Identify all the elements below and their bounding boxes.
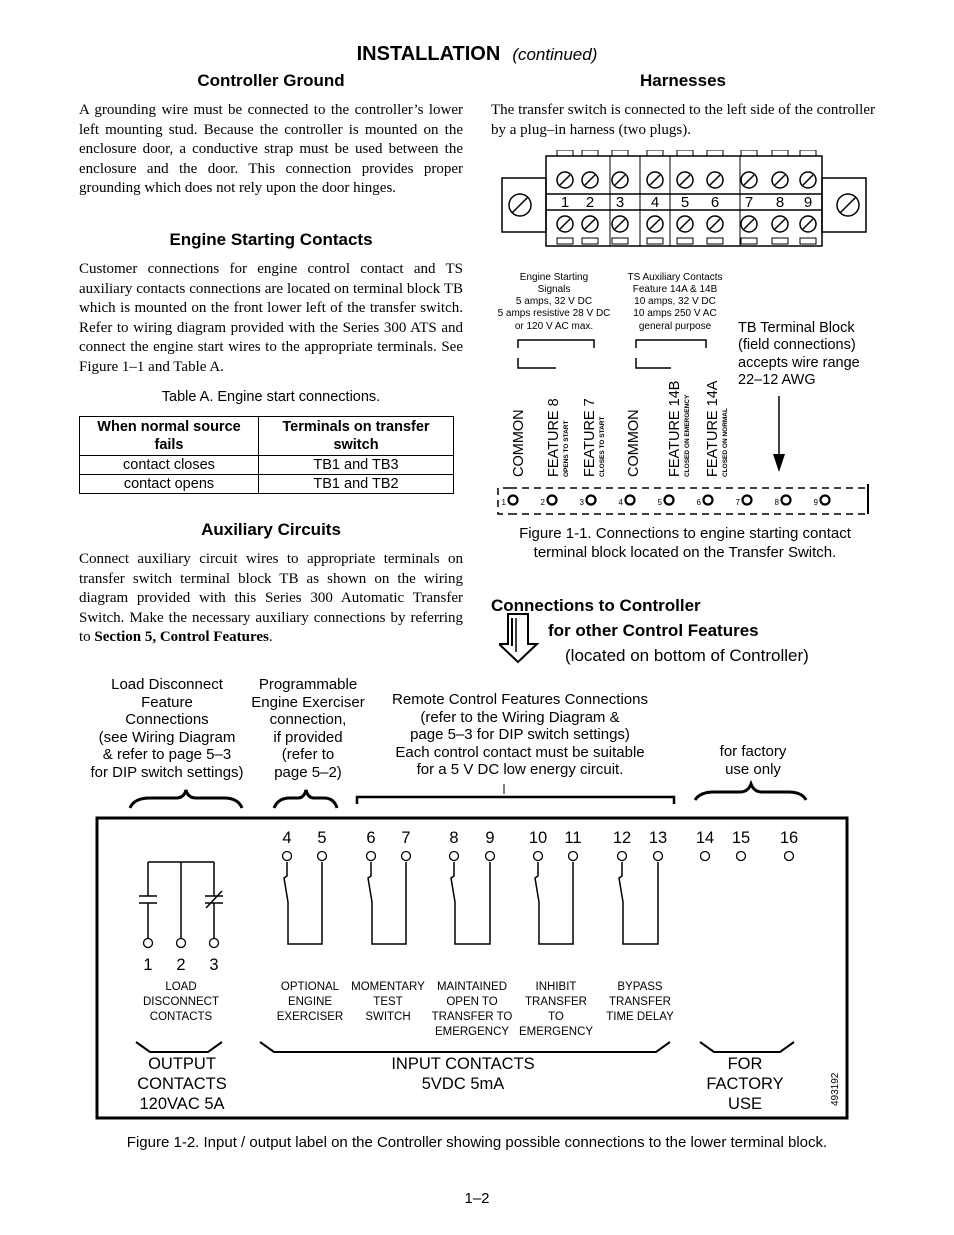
terminal-number: 12 [612,829,632,847]
terminal-labels [511,380,729,477]
pin-slot [612,150,628,156]
function-label-line: EMERGENCY [518,1026,594,1038]
connections-heading-line1: Connections to Controller [491,596,701,615]
aux-contacts-note [627,272,722,332]
screw-slot [803,219,813,229]
note-line: accepts wire range [738,355,860,371]
note-line: for factory [719,743,787,760]
exerciser-note [243,676,373,781]
terminal-number: 1 [501,498,506,507]
terminal-circle [534,852,543,861]
table-cell: TB1 and TB3 [259,456,454,475]
group-labels [137,1055,783,1113]
terminal-sublabel: CLOSED ON NORMAL [722,408,729,477]
function-label-line: TRANSFER [609,996,671,1008]
note-line: Engine Exerciser [251,693,365,711]
pin-slot [741,150,757,156]
terminal-circle [618,852,627,861]
auxiliary-text: Connect auxiliary circuit wires to appropriate terminals on transfer switch terminal block TB as shown on the wiring diagram provided with this Series 300 Automatic Transfer Switch. Make the necessary auxiliary connections by referring to Section 5, Control Features. [79,551,463,646]
table-cell: contact closes [80,456,259,475]
terminal-number: 8 [449,829,459,847]
function-label-line: TRANSFER TO [431,1011,513,1023]
contact-pair [451,862,490,944]
connector-number: 4 [650,194,660,211]
note-line: if provided [273,728,343,746]
figure-1-1-diagram [490,150,890,530]
terminal-number: 5 [657,498,662,507]
connector-number: 2 [585,194,595,211]
table-caption: Table A. Engine start connections. [161,389,381,405]
tb-terminal-note [738,320,860,388]
output-terminals [144,939,219,948]
screw-slot [650,219,660,229]
pin-slot [557,238,573,244]
screw-slot [775,219,785,229]
harnesses-heading: Harnesses [639,71,726,90]
terminal-label-feature-8: FEATURE 8 [546,398,562,477]
screw-slot [615,219,625,229]
note-line: Each control contact must be suitable [395,743,645,761]
function-label-line: TO [548,1011,564,1023]
pin-slot [582,238,598,244]
connector-number: 9 [803,194,813,211]
terminal-screw [704,496,713,505]
factory-group-label: USE [728,1095,762,1113]
terminal-screw [665,496,674,505]
output-group-label: OUTPUT [148,1055,216,1073]
terminal-number: 5 [317,829,327,847]
output-contact-symbols [139,862,223,938]
function-label-line: OPEN TO [446,996,498,1008]
screw-slot [775,175,785,185]
table-row [80,456,454,475]
function-label-line: MAINTAINED [436,981,508,993]
function-label-line: MOMENTARY [351,981,425,993]
note-line: 10 amps, 32 V DC [634,296,716,307]
terminal-number: 1 [143,956,153,974]
screw-slot [710,219,720,229]
note-line: Connections [125,711,209,728]
input-terminals [282,829,798,861]
terminal-number: 15 [731,829,751,847]
pin-slot [647,238,663,244]
terminal-number: 7 [735,498,740,507]
pin-slot [707,150,723,156]
terminal-number: 9 [813,498,818,507]
function-labels [143,981,674,1038]
screw-slot [744,219,754,229]
function-label-line: OPTIONAL [280,981,340,993]
screw-slot [803,175,813,185]
terminal-circle [737,852,746,861]
terminal-screw [782,496,791,505]
pin-slot [612,238,628,244]
engine-starting-heading: Engine Starting Contacts [169,230,373,249]
pin-slot [772,150,788,156]
terminal-number: 6 [696,498,701,507]
connector-number: 1 [560,194,570,211]
note-line: use only [725,760,781,778]
pin-slot [677,150,693,156]
note-line: 22–12 AWG [738,372,816,388]
title-suffix: (continued) [512,45,598,64]
terminal-circle [283,852,292,861]
pin-slot [772,238,788,244]
figure-1-1-caption [490,524,880,562]
terminal-number: 6 [366,829,376,847]
table-header-cell: When normal source fails [80,417,259,456]
page-title: INSTALLATION (continued) [356,43,598,65]
pin-slot [677,238,693,244]
figure-1-2-diagram [90,780,860,1130]
note-line: or 120 V AC max. [514,321,594,332]
pin-slot [557,150,573,156]
pin-slot [800,238,816,244]
function-label-line: EXERCISER [276,1011,344,1023]
engine-starting-note [498,272,611,332]
function-label-line: TRANSFER [525,996,587,1008]
input-group-label: INPUT CONTACTS [391,1055,535,1073]
screw-slot [680,219,690,229]
terminal-screw [587,496,596,505]
note-line: connection, [269,711,347,728]
figure-1-2-caption: Figure 1-2. Input / output label on the Controller showing possible connections to the lower terminal block. [126,1134,828,1151]
pin-slot [677,150,693,156]
load-disconnect-note [80,676,254,781]
note-line: & refer to page 5–3 [102,746,232,763]
engine-starting-text: Customer connections for engine control contact and TS auxiliary contacts connections are located on terminal block TB which is mounted on the front lower left of the transfer switch. Refer to wiring diagram provided with the Series 300 ATS and connect the engine start wires to the appropriate terminals. See Figure 1–1 and Table A. [79,261,463,375]
section-reference: Section 5, Control Features [94,629,269,646]
terminal-circle [701,852,710,861]
controller-ground-heading: Controller Ground [197,71,345,90]
part-number: 493192 [830,1072,841,1106]
pin-slot [612,150,628,156]
terminal-number: 16 [779,829,799,847]
terminal-label-feature-7: FEATURE 7 [582,398,598,477]
function-label-line: DISCONNECT [142,996,220,1008]
terminal-sublabel: OPENS TO START [563,420,570,477]
terminal-screw [548,496,557,505]
terminal-sublabel: CLOSES TO START [599,416,606,477]
pin-slot [647,150,663,156]
function-label-line: EMERGENCY [434,1026,510,1038]
output-group-label: 120VAC 5A [139,1095,225,1113]
remote-bracket [357,797,674,804]
pin-slot [707,238,723,244]
connections-heading-line2: for other Control Features [548,621,759,640]
terminal-screw [821,496,830,505]
note-line: 10 amps 250 V AC [633,308,717,319]
terminal-circle [486,852,495,861]
screw-slot [615,175,625,185]
screw-slot [680,175,690,185]
terminal-number: 14 [695,829,715,847]
remote-control-note [380,691,660,779]
table-cell: TB1 and TB2 [259,475,454,494]
terminal-circle [450,852,459,861]
pin-slot [557,150,573,156]
terminal-circle [318,852,327,861]
connections-subtitle: (located on bottom of Controller) [565,646,809,665]
harnesses-text: The transfer switch is connected to the left side of the controller by a plug–in harness (two plugs). [491,102,875,138]
function-label-line: BYPASS [617,981,663,993]
note-line: TS Auxiliary Contacts [627,272,723,283]
terminal-number: 4 [282,829,292,847]
function-label-line: LOAD [165,981,197,993]
connector-number: 8 [775,194,785,211]
terminal-circle [367,852,376,861]
terminal-number: 4 [618,498,623,507]
screw-slot [710,175,720,185]
table-row [80,475,454,494]
terminal-screw [626,496,635,505]
output-numbers [143,956,218,974]
terminal-circle [402,852,411,861]
connector-number: 3 [615,194,625,211]
note-line: Load Disconnect [111,676,223,693]
terminal-number: 3 [209,956,219,974]
pin-slot [741,238,757,244]
note-line: Feature [141,693,193,711]
table-cell: contact opens [80,475,259,494]
arrow-down-icon [499,612,541,666]
connector-number: 6 [710,194,720,211]
function-label-line: SWITCH [365,1011,411,1023]
terminal-number: 9 [485,829,495,847]
engine-start-table [79,416,454,494]
function-label-line: CONTACTS [149,1011,213,1023]
terminal-label-common: COMMON [626,409,642,477]
terminal-number: 13 [648,829,668,847]
connector-number: 7 [744,194,754,211]
table-header-row [80,417,454,456]
table-header-cell: Terminals on transfer switch [259,417,454,456]
factory-group-label: FOR [727,1055,763,1073]
screw-slot [560,219,570,229]
pin-slot [800,150,816,156]
terminal-number: 7 [401,829,411,847]
terminal-circle [569,852,578,861]
pin-slot [800,150,816,156]
function-label-line: TEST [373,996,403,1008]
contact-pair [284,862,322,944]
function-label-line: TIME DELAY [606,1011,674,1023]
note-line: for a 5 V DC low energy circuit. [416,761,624,778]
connector-number: 5 [680,194,690,211]
note-line: page 5–2) [274,763,342,781]
note-line: (field connections) [738,337,856,353]
pin-slot [582,150,598,156]
terminal-number: 2 [540,498,545,507]
contact-pair [535,862,573,944]
terminal-number: 8 [774,498,779,507]
arrow-down-icon [773,454,785,472]
screw-slot [585,175,595,185]
terminal-circle [654,852,663,861]
caption-line: terminal block located on the Transfer Switch. [533,544,837,561]
note-line: Programmable [258,676,358,693]
contact-pair [619,862,658,944]
note-line: (refer to [281,746,335,763]
note-line: TB Terminal Block [738,320,855,336]
note-line: Signals [537,284,571,295]
screw-slot [650,175,660,185]
note-line: for DIP switch settings) [90,763,244,781]
pin-slot [741,150,757,156]
input-group-label: 5VDC 5mA [421,1075,505,1093]
note-line: 5 amps, 32 V DC [515,296,593,307]
terminal-strip-outline [498,488,868,514]
factory-note [700,743,806,778]
pin-slot [647,150,663,156]
screw-slot [560,175,570,185]
input-contact-pairs [284,862,658,944]
note-line: 5 amps resistive 28 V DC [497,308,611,319]
terminal-label-feature-14b: FEATURE 14B [667,380,683,477]
function-label-line: ENGINE [287,996,333,1008]
terminal-sublabel: CLOSED ON EMERGENCY [684,394,691,477]
terminal-number: 3 [579,498,584,507]
screw-slot [585,219,595,229]
terminal-number: 2 [176,956,186,974]
note-line: Feature 14A & 14B [632,284,718,295]
contact-pair [368,862,406,944]
terminal-label-common: COMMON [511,409,527,477]
terminal-number: 11 [564,829,582,847]
terminal-strip [502,496,830,508]
terminal-screw [509,496,518,505]
note-line: (see Wiring Diagram [98,728,236,746]
page-number: 1–2 [464,1190,490,1207]
note-line: Engine Starting [519,272,589,283]
caption-line: Figure 1-1. Connections to engine starting contact [519,525,851,542]
note-line: (refer to the Wiring Diagram & [420,708,620,726]
controller-ground-text: A grounding wire must be connected to the controller’s lower left mounting stud. Because the controller is mounted on the enclosure door, a conductive strap must be used between the enclosure and the door. This connection provides proper grounding which does not rely upon the door hinges. [79,102,463,197]
terminal-screw [743,496,752,505]
function-label-line: INHIBIT [535,981,577,993]
group-brackets [136,1042,794,1052]
pin-slot [707,150,723,156]
pin-slot [772,150,788,156]
note-line: general purpose [638,321,712,332]
terminal-circle [785,852,794,861]
connector-numbers [561,194,812,211]
terminal-number: 10 [528,829,548,847]
factory-group-label: FACTORY [706,1075,784,1093]
note-line: Remote Control Features Connections [392,691,648,708]
screw-slot [744,175,754,185]
note-line: page 5–3 for DIP switch settings) [410,726,630,743]
terminal-label-feature-14a: FEATURE 14A [705,380,721,477]
auxiliary-heading: Auxiliary Circuits [201,520,341,539]
output-group-label: CONTACTS [137,1075,227,1093]
pin-slot [582,150,598,156]
